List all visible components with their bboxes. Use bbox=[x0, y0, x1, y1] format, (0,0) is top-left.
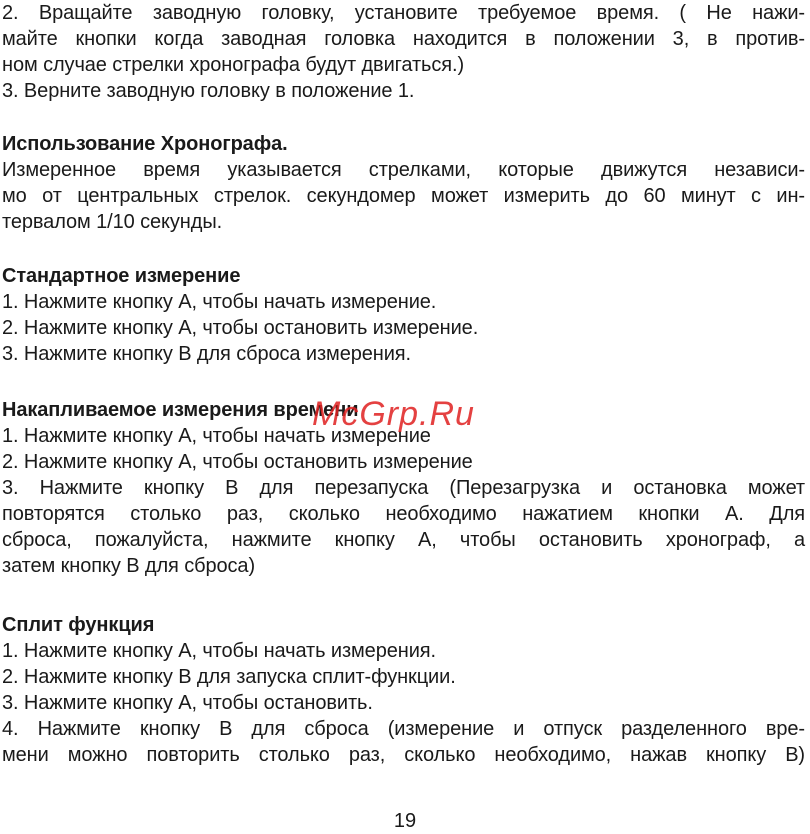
list-item: 1. Нажмите кнопку А, чтобы начать измерение. bbox=[2, 291, 437, 313]
section-heading-accumulated: Накапливаемое измерения времени bbox=[2, 399, 359, 421]
text-line: сброса, пожалуйста, нажмите кнопку А, чтобы остановить хронограф, а bbox=[2, 529, 805, 551]
text-line: ном случае стрелки хронографа будут двигаться.) bbox=[2, 54, 465, 76]
list-item: 2. Нажмите кнопку В для запуска сплит-функции. bbox=[2, 666, 456, 688]
list-item: 3. Нажмите кнопку В для перезапуска (Перезагрузка и остановка может bbox=[2, 477, 805, 499]
text-line: майте кнопки когда заводная головка находится в положении 3, в против- bbox=[2, 28, 805, 50]
text-line: мени можно повторить столько раз, сколько необходимо, нажав кнопку В) bbox=[2, 744, 805, 766]
text-line: 3. Верните заводную головку в положение 1. bbox=[2, 80, 415, 102]
watermark-logo: McGrp.Ru bbox=[312, 395, 475, 433]
section-heading-standard: Стандартное измерение bbox=[2, 265, 241, 287]
list-item: 3. Нажмите кнопку А, чтобы остановить. bbox=[2, 692, 373, 714]
text-line: Измеренное время указывается стрелками, которые движутся независи- bbox=[2, 159, 805, 181]
list-item: 3. Нажмите кнопку В для сброса измерения. bbox=[2, 343, 411, 365]
list-item: 4. Нажмите кнопку В для сброса (измерение и отпуск разделенного вре- bbox=[2, 718, 805, 740]
text-line: затем кнопку В для сброса) bbox=[2, 555, 256, 577]
text-line: повторятся столько раз, сколько необходимо нажатием кнопки А. Для bbox=[2, 503, 805, 525]
page-number: 19 bbox=[393, 810, 417, 832]
list-item: 1. Нажмите кнопку А, чтобы начать измерения. bbox=[2, 640, 436, 662]
section-heading-split: Сплит функция bbox=[2, 614, 155, 636]
list-item: 2. Нажмите кнопку А, чтобы остановить измерение. bbox=[2, 317, 479, 339]
list-item: 1. Нажмите кнопку А, чтобы начать измерение bbox=[2, 425, 431, 447]
text-line: 2. Вращайте заводную головку, установите требуемое время. ( Не нажи- bbox=[2, 2, 805, 24]
list-item: 2. Нажмите кнопку А, чтобы остановить измерение bbox=[2, 451, 473, 473]
text-line: мо от центральных стрелок. секундомер может измерить до 60 минут с ин- bbox=[2, 185, 805, 207]
section-heading-chronograph: Использование Хронографа. bbox=[2, 133, 288, 155]
text-line: тервалом 1/10 секунды. bbox=[2, 211, 223, 233]
